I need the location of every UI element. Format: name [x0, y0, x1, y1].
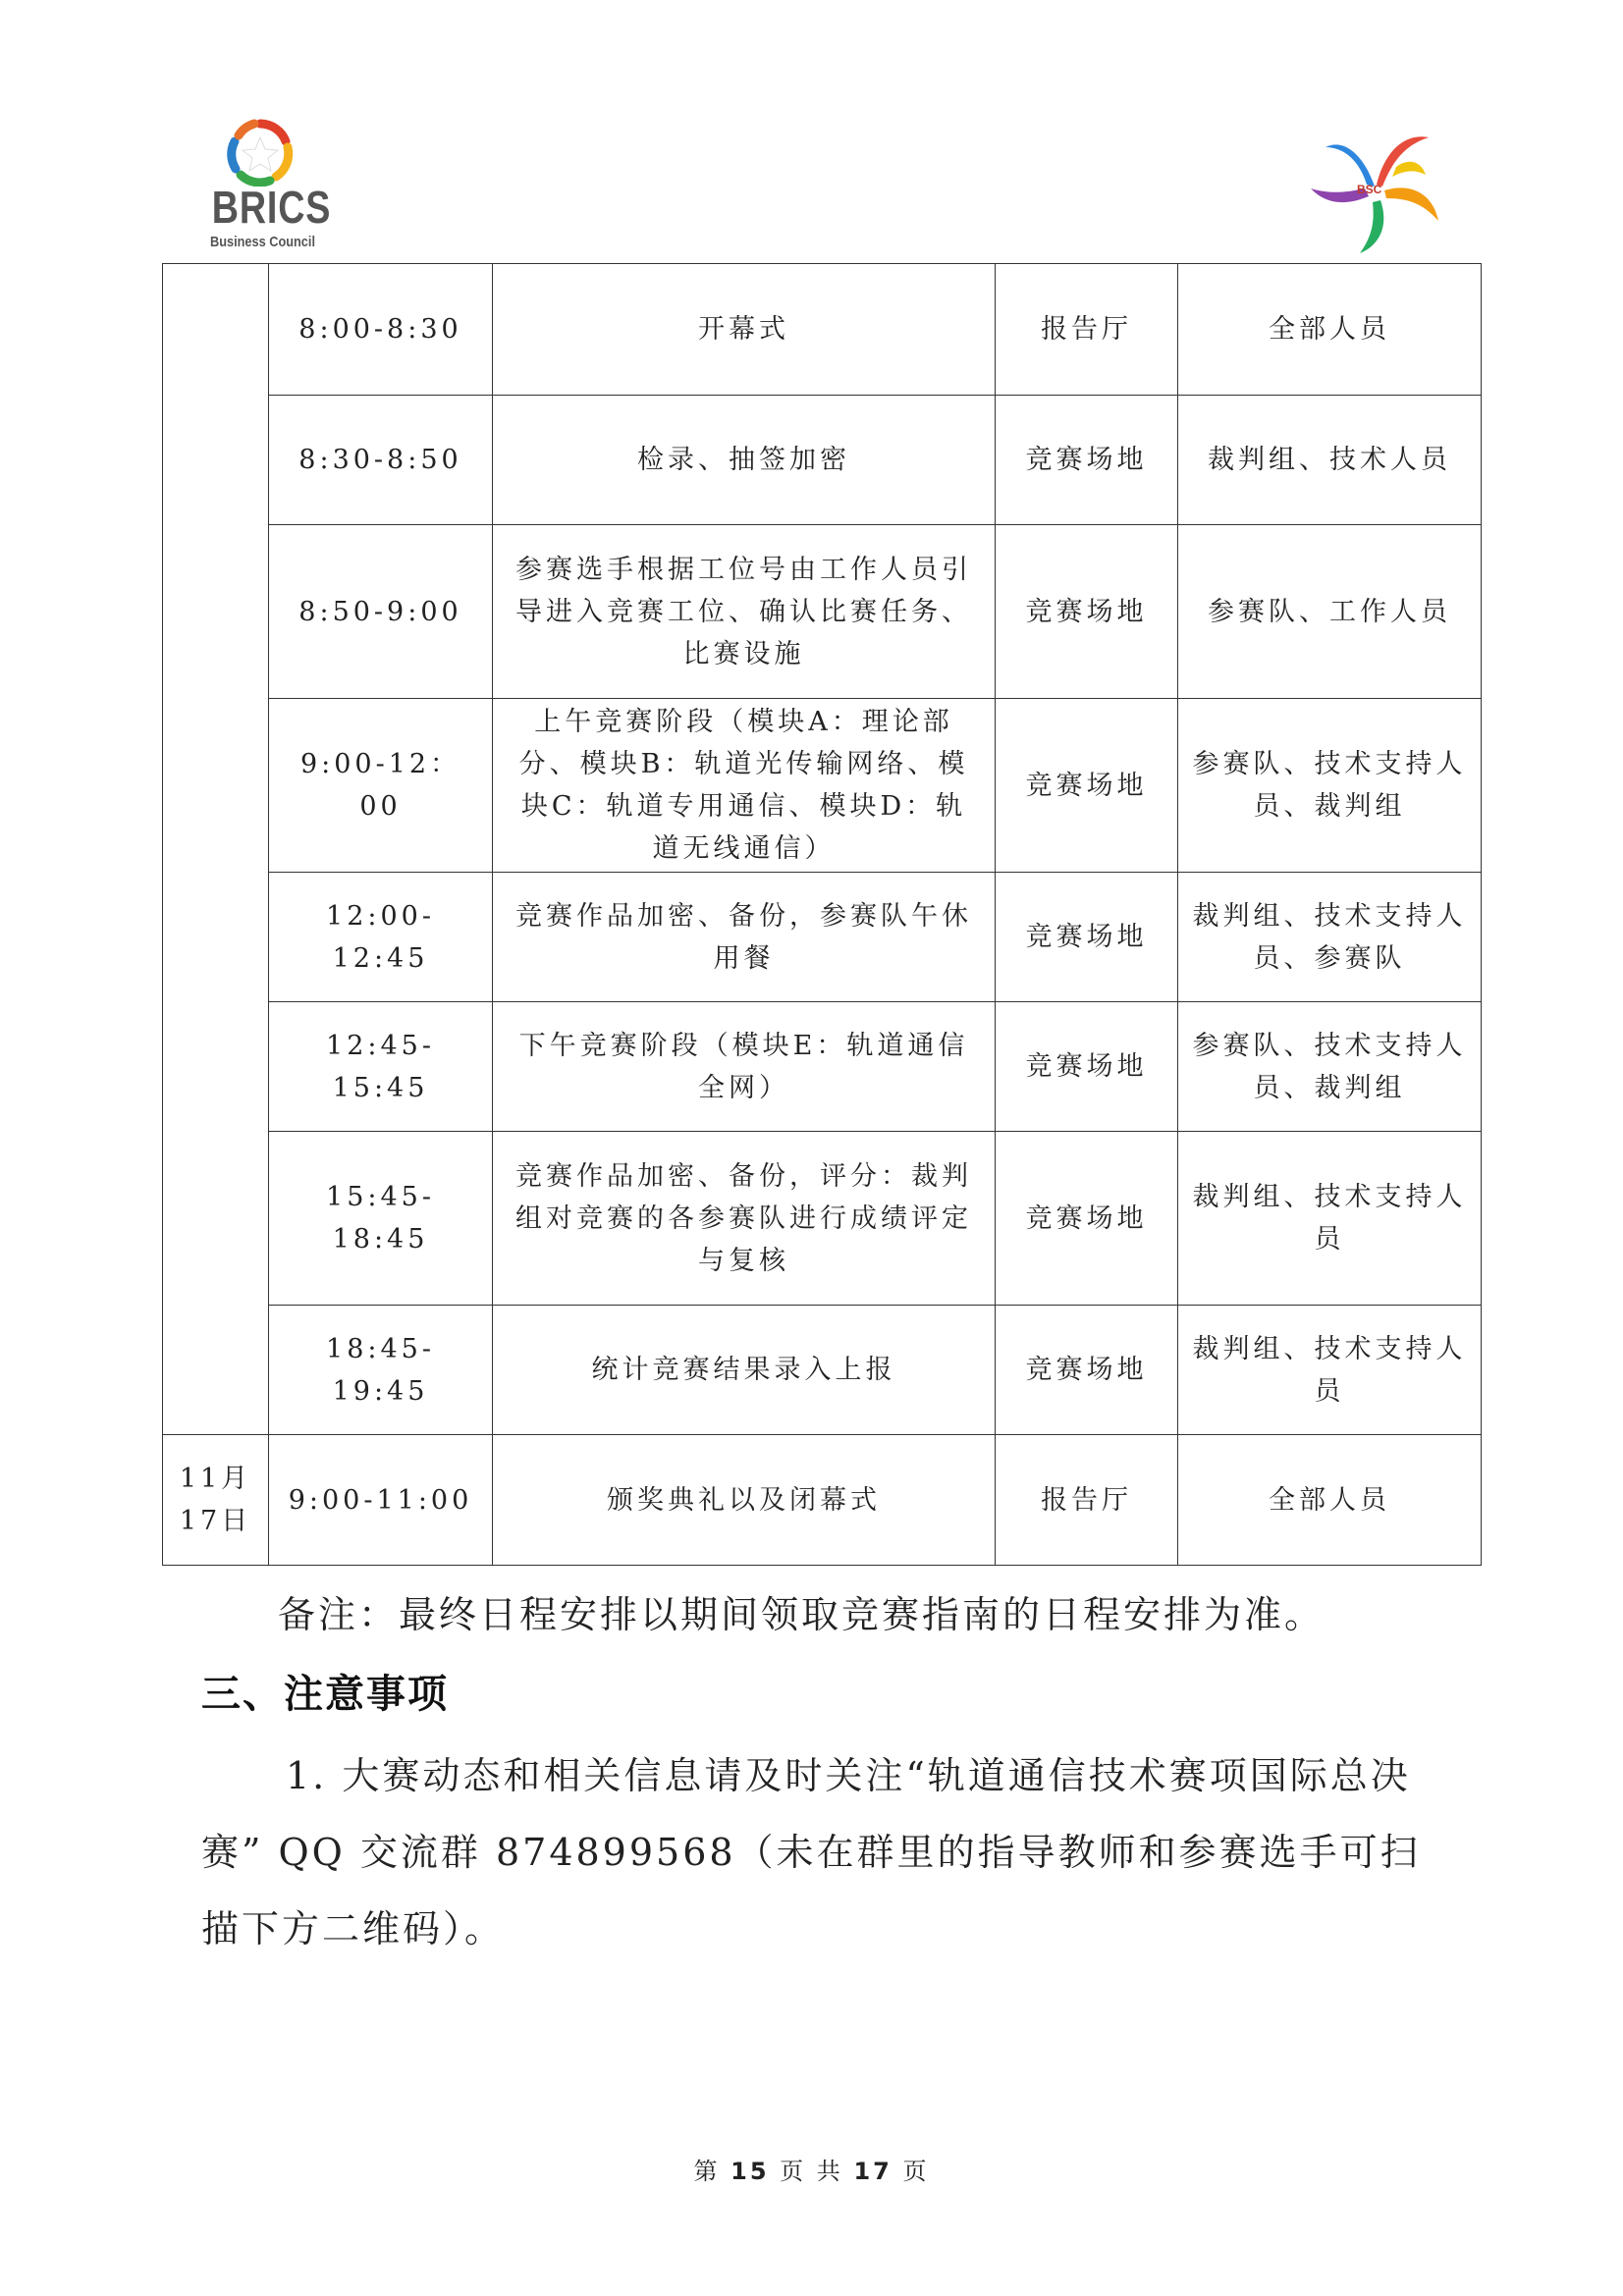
schedule-note: 备注：最终日程安排以期间领取竞赛指南的日程安排为准。	[278, 1593, 1325, 1636]
footer-middle: 页 共	[780, 2158, 843, 2185]
location-cell: 报告厅	[996, 1435, 1178, 1566]
table-row	[163, 699, 1482, 873]
table-row	[163, 525, 1482, 699]
table-row	[163, 1132, 1482, 1306]
participants-cell: 裁判组、技术支持人员	[1178, 1132, 1482, 1306]
table-row	[163, 396, 1482, 525]
brics-subtitle: Business Council	[210, 234, 315, 250]
participants-cell: 裁判组、技术支持人员	[1178, 1306, 1482, 1435]
activity-cell: 上午竞赛阶段（模块A：理论部分、模块B：轨道光传输网络、模块C：轨道专用通信、模块D：轨道无线通信）	[493, 699, 996, 873]
time-cell: 8:50-9:00	[269, 525, 493, 699]
time-cell: 8:30-8:50	[269, 396, 493, 525]
activity-cell: 竞赛作品加密、备份，参赛队午休用餐	[493, 873, 996, 1002]
activity-cell: 颁奖典礼以及闭幕式	[493, 1435, 996, 1566]
table-row	[163, 873, 1482, 1002]
date-cell	[163, 1435, 269, 1566]
participants-cell: 裁判组、技术支持人员、参赛队	[1178, 873, 1482, 1002]
brics-wordmark: BRICS	[211, 182, 332, 233]
time-cell: 12:45-15:45	[269, 1002, 493, 1132]
location-cell: 竞赛场地	[996, 396, 1178, 525]
participants-cell: 参赛队、技术支持人员、裁判组	[1178, 1002, 1482, 1132]
participants-cell: 参赛队、技术支持人员、裁判组	[1178, 699, 1482, 873]
time-cell: 18:45-19:45	[269, 1306, 493, 1435]
section-heading: 三、注意事项	[201, 1672, 449, 1717]
schedule-table	[162, 263, 1482, 1566]
location-cell: 报告厅	[996, 264, 1178, 396]
footer-prefix: 第	[693, 2158, 721, 2185]
activity-cell: 竞赛作品加密、备份，评分：裁判组对竞赛的各参赛队进行成绩评定与复核	[493, 1132, 996, 1306]
location-cell: 竞赛场地	[996, 1002, 1178, 1132]
participants-cell: 全部人员	[1178, 264, 1482, 396]
activity-cell: 检录、抽签加密	[493, 396, 996, 525]
table-row	[163, 1002, 1482, 1132]
table-row	[163, 1435, 1482, 1566]
brics-logo	[201, 118, 332, 255]
time-cell: 12:00-12:45	[269, 873, 493, 1002]
location-cell: 竞赛场地	[996, 873, 1178, 1002]
page-number: 15	[730, 2158, 770, 2185]
brics-star-icon	[223, 118, 298, 187]
participants-cell: 参赛队、工作人员	[1178, 525, 1482, 699]
location-cell: 竞赛场地	[996, 525, 1178, 699]
total-pages: 17	[853, 2158, 893, 2185]
time-cell: 9:00-12：00	[269, 699, 493, 873]
date-day: 17日	[179, 1506, 252, 1536]
time-cell: 8:00-8:30	[269, 264, 493, 396]
participants-cell: 全部人员	[1178, 1435, 1482, 1566]
location-cell: 竞赛场地	[996, 699, 1178, 873]
bsc-logo	[1306, 128, 1443, 255]
time-cell: 9:00-11:00	[269, 1435, 493, 1566]
notice-paragraph: 1. 大赛动态和相关信息请及时关注“轨道通信技术赛项国际总决赛” QQ 交流群 874899568（未在群里的指导教师和参赛选手可扫描下方二维码）。	[201, 1754, 1421, 1950]
date-month: 11月	[179, 1464, 252, 1494]
bsc-text: BSC	[1357, 183, 1382, 196]
table-row	[163, 1306, 1482, 1435]
page-footer	[0, 2152, 1623, 2186]
date-cell-empty	[163, 264, 269, 1435]
table-row	[163, 264, 1482, 396]
location-cell: 竞赛场地	[996, 1306, 1178, 1435]
activity-cell: 下午竞赛阶段（模块E：轨道通信全网）	[493, 1002, 996, 1132]
footer-suffix: 页	[902, 2158, 930, 2185]
activity-cell: 参赛选手根据工位号由工作人员引导进入竞赛工位、确认比赛任务、比赛设施	[493, 525, 996, 699]
participants-cell: 裁判组、技术人员	[1178, 396, 1482, 525]
activity-cell: 开幕式	[493, 264, 996, 396]
time-cell: 15:45-18:45	[269, 1132, 493, 1306]
activity-cell: 统计竞赛结果录入上报	[493, 1306, 996, 1435]
location-cell: 竞赛场地	[996, 1132, 1178, 1306]
